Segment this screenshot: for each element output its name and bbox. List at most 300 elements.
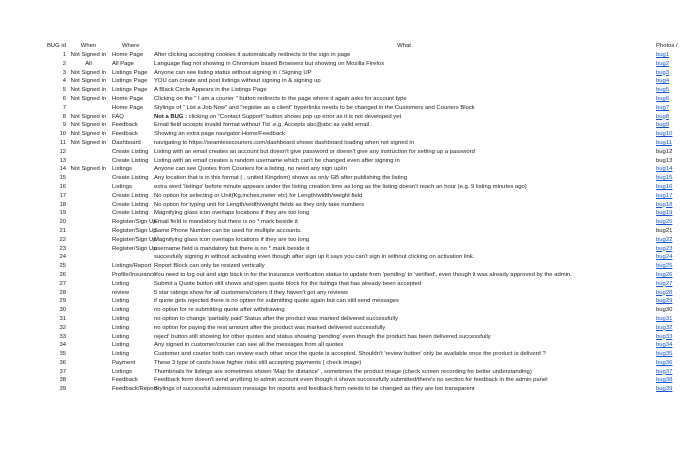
where-cell[interactable]: Listing [112,333,130,340]
where-cell[interactable]: Feedback/Report [112,386,158,393]
photo-link-cell[interactable] [656,253,680,262]
when-cell[interactable] [66,157,111,166]
table-row [0,368,680,377]
what-text: Report Block can only be resized vertically [154,263,265,270]
where-cell[interactable]: Create Listing [112,210,149,217]
bug-id-cell[interactable]: 7 [62,104,66,111]
photo-link[interactable]: bug2 [656,60,670,67]
where-cell[interactable]: Register/Sign Up [112,236,157,243]
when-cell[interactable] [66,306,111,315]
bug-id-cell[interactable]: 28 [59,289,66,296]
what-text: Listing with an email creates an account but doesn't give password or doesn't give any instruction for setting up a password [154,148,475,155]
bug-id-cell[interactable]: 15 [59,175,66,182]
bug-id-cell[interactable]: 20 [59,219,66,226]
bug-id-cell[interactable]: 30 [59,307,66,314]
when-cell[interactable] [66,368,111,377]
bug-id-cell[interactable]: 19 [59,210,66,217]
when-cell[interactable]: Not Signed In [70,95,107,102]
where-cell[interactable]: Listings Page [112,78,148,85]
what-cell[interactable] [154,262,654,271]
header-where[interactable]: Where [122,43,140,49]
when-cell[interactable] [66,341,111,350]
what-cell[interactable] [154,359,654,368]
what-text: no option to change 'partially paid' Status after the product was marked delivered successfully [154,315,398,322]
photo-link-cell[interactable] [656,157,680,166]
what-text: no option for re submitting quote after withdrawing [154,307,285,314]
table-row [0,218,680,227]
bug-id-cell[interactable]: 5 [62,87,66,94]
what-cell[interactable] [154,113,654,122]
bug-id-cell[interactable]: 14 [59,166,66,173]
photo-link-cell[interactable] [656,183,680,192]
bug-id-cell[interactable]: 25 [59,263,66,270]
when-cell[interactable] [66,183,111,192]
bug-id-cell[interactable]: 12 [59,148,66,155]
what-cell[interactable] [154,333,654,342]
photo-link[interactable]: bug37 [656,368,673,375]
where-cell[interactable]: Home Page [112,95,144,102]
where-cell[interactable]: Profile/Insurance [112,271,157,278]
what-cell[interactable] [154,157,654,166]
table-row [0,192,680,201]
photo-link-cell[interactable] [656,341,680,350]
when-cell[interactable] [66,104,111,113]
photo-link[interactable]: bug18 [656,201,673,208]
bug-id-cell[interactable]: 6 [62,95,66,102]
when-cell[interactable] [66,376,111,385]
bug-id-cell[interactable]: 8 [62,113,66,120]
photo-link-cell[interactable] [656,315,680,324]
bug-id-cell[interactable]: 11 [59,139,66,146]
bug-report-sheet [0,42,680,394]
bug-id-cell[interactable]: 22 [59,236,66,243]
photo-link-cell[interactable] [656,130,680,139]
bug-id-cell[interactable]: 37 [59,368,66,375]
header-what[interactable]: What [397,43,411,49]
where-cell[interactable]: FAQ [112,113,124,120]
when-cell[interactable] [66,315,111,324]
photo-link[interactable]: bug15 [656,175,673,182]
where-cell[interactable]: Register/Sign Up [112,219,157,226]
when-cell[interactable] [66,297,111,306]
table-row [0,174,680,183]
bug-id-cell[interactable]: 13 [59,157,66,164]
what-cell[interactable] [154,209,654,218]
when-cell[interactable]: Not Signed In [70,87,107,94]
what-text: No option for selecting or Unit(Kg,inches,meter etc) for Length/width/weight field [154,192,363,199]
what-cell[interactable] [154,139,654,148]
photo-link[interactable]: bug34 [656,342,673,349]
table-row [0,201,680,210]
photo-link-cell[interactable] [656,376,680,385]
photo-link-cell[interactable] [656,86,680,95]
photo-link-cell[interactable] [656,359,680,368]
photo-link: bug13 [656,157,673,164]
when-cell[interactable] [66,148,111,157]
where-cell[interactable]: review [112,289,130,296]
what-cell[interactable] [154,69,654,78]
what-text: Email field is mandatory but there is no * mark beside it [154,219,298,226]
where-cell[interactable]: Listing [112,280,130,287]
bug-id-cell[interactable]: 21 [59,227,66,234]
what-cell[interactable] [154,350,654,359]
photo-link[interactable]: bug20 [656,219,673,226]
table-row [0,271,680,280]
when-cell[interactable] [66,245,111,254]
photo-link-cell[interactable] [656,385,680,394]
bug-id-cell[interactable]: 2 [62,60,66,67]
what-text: Any location that is in this format ( , united Kingdom) shows as only GB after publishing the listing [154,175,408,182]
bug-id-cell[interactable]: 18 [59,201,66,208]
photo-link[interactable]: bug33 [656,333,673,340]
bug-id-cell[interactable]: 31 [59,315,66,322]
what-cell[interactable] [154,51,654,60]
header-photos[interactable]: Photos / [656,43,678,49]
where-cell[interactable]: Payment [112,359,136,366]
where-cell[interactable] [112,253,152,262]
what-cell[interactable] [154,148,654,157]
table-row [0,350,680,359]
bug-id-cell[interactable]: 33 [59,333,66,340]
when-cell[interactable] [66,253,111,262]
photo-link[interactable]: bug19 [656,210,673,217]
photo-link-cell[interactable] [656,192,680,201]
bug-id-cell[interactable]: 9 [62,122,66,129]
bug-id-cell[interactable]: 29 [59,298,66,305]
where-cell[interactable]: All Page [112,60,134,67]
photo-link-cell[interactable] [656,60,680,69]
where-cell[interactable]: Feedback [112,131,138,138]
photo-link[interactable]: bug6 [656,95,670,102]
photo-link-cell[interactable] [656,333,680,342]
where-cell[interactable]: Feedback [112,122,138,129]
what-cell[interactable] [154,192,654,201]
what-cell[interactable] [154,385,654,394]
bug-id-cell[interactable]: 36 [59,359,66,366]
what-cell[interactable] [154,60,654,69]
photo-link-cell[interactable] [656,236,680,245]
where-cell[interactable]: Listings [112,166,132,173]
when-cell[interactable] [66,359,111,368]
when-cell[interactable]: Not Signed In [70,131,107,138]
what-cell[interactable] [154,253,654,262]
when-cell[interactable]: Not Signed In [70,139,107,146]
photo-link[interactable]: bug38 [656,377,673,384]
photo-link-cell[interactable] [656,148,680,157]
where-cell[interactable]: Home Page [112,52,144,58]
bug-rows [0,51,680,394]
what-cell[interactable] [154,376,654,385]
what-cell[interactable] [154,86,654,95]
bug-id-cell[interactable]: 35 [59,351,66,358]
where-cell[interactable]: Listing [112,351,130,358]
what-cell[interactable] [154,183,654,192]
photo-link[interactable]: bug24 [656,254,673,261]
what-text: Anyone can see listing status without signing in / Signing UP [154,69,312,76]
where-cell[interactable]: Home Page [112,104,144,111]
table-row [0,148,680,157]
when-cell[interactable]: Not Signed In [70,166,107,173]
bug-id-cell[interactable]: 17 [59,192,66,199]
what-cell[interactable] [154,227,654,236]
table-row [0,69,680,78]
what-cell[interactable] [154,104,654,113]
bug-id-cell[interactable]: 27 [59,280,66,287]
photo-link-cell[interactable] [656,113,680,122]
bug-id-cell[interactable]: 34 [59,342,66,349]
where-cell[interactable]: Listing [112,315,130,322]
when-cell[interactable] [66,385,111,394]
bug-id-cell[interactable]: 24 [59,254,66,261]
photo-link[interactable]: bug25 [656,263,673,270]
what-cell[interactable] [154,201,654,210]
when-cell[interactable]: Not Signed In [70,113,107,120]
table-row [0,60,680,69]
what-text: Magnifying glass icon overlaps locations if they are too long [154,210,310,217]
where-cell[interactable]: Create Listing [112,148,149,155]
where-cell[interactable]: Listings [112,183,132,190]
photo-link[interactable]: bug11 [656,139,672,146]
what-text: Feedback form doesn't send anything to admin account even though it shows successfully submitted/there's no section for feedback in the admin panel [154,377,548,384]
what-text: You need to log out and sign back in for the insurance verification status to update from 'pending' to 'verified', even though it was already approved by the admin. [154,271,572,278]
photo-link-cell[interactable] [656,69,680,78]
table-row [0,385,680,394]
photo-link[interactable]: bug36 [656,359,673,366]
where-cell[interactable]: Listing [112,307,130,314]
where-cell[interactable]: Listings/Report [112,263,152,270]
where-cell[interactable]: Create Listing [112,192,149,199]
photo-link-cell[interactable] [656,368,680,377]
what-cell[interactable] [154,280,654,289]
photo-link[interactable]: bug23 [656,245,673,252]
what-cell[interactable] [154,174,654,183]
photo-link-cell[interactable] [656,95,680,104]
photo-link[interactable]: bug17 [656,192,673,199]
table-row [0,315,680,324]
what-cell[interactable] [154,368,654,377]
when-cell[interactable] [66,324,111,333]
photo-link[interactable]: bug28 [656,289,673,296]
table-row [0,77,680,86]
what-cell[interactable] [154,297,654,306]
photo-link[interactable]: bug8 [656,113,670,120]
where-cell[interactable]: Listing [112,324,130,331]
what-cell[interactable] [154,245,654,254]
photo-link-cell[interactable] [656,280,680,289]
bug-id-cell[interactable]: 32 [59,324,66,331]
when-cell[interactable] [66,333,111,342]
what-text: After clicking accepting cookies it automatically redirects to the sign in page [154,52,351,58]
when-cell[interactable] [66,218,111,227]
bug-id-cell[interactable]: 16 [59,183,66,190]
when-cell[interactable]: Not Signed In [70,69,107,76]
where-cell[interactable]: Dashboard [112,139,141,146]
what-text: Anyone can see Quotes from Couriers for a listing, no need any sign up/in [154,166,347,173]
where-cell[interactable]: Listing [112,342,130,349]
what-text: Same Phone Number can be used for multiple accounts. [154,227,302,234]
when-cell[interactable] [66,271,111,280]
where-cell[interactable]: Listing [112,298,130,305]
what-text: extra word 'listings' before minute appears under the listing creation time as long as the listing doesn't reach an hour (e.g. 9 listing minutes ago) [154,183,527,190]
when-cell[interactable] [66,201,111,210]
table-row [0,289,680,298]
photo-link[interactable]: bug26 [656,271,673,278]
photo-link-cell[interactable] [656,77,680,86]
table-row [0,297,680,306]
when-cell[interactable]: Not Signed In [70,122,107,129]
photo-link[interactable]: bug31 [656,315,673,322]
what-text: username field is mandatory but there is no * mark beside it [154,245,310,252]
bug-id-cell[interactable]: 10 [59,131,66,138]
when-cell[interactable] [66,262,111,271]
what-cell[interactable] [154,315,654,324]
table-row [0,262,680,271]
bug-id-cell[interactable]: 38 [59,377,66,384]
where-cell[interactable]: Register/Sign Up [112,245,157,252]
photo-link-cell[interactable] [656,227,680,236]
when-cell[interactable] [66,192,111,201]
what-text: A Black Circle Appears in the Listings Page [154,87,267,94]
what-cell[interactable] [154,236,654,245]
what-text: if quote gets rejected there is no option for submitting quote again but can still send messages [154,298,399,305]
where-cell[interactable]: Listings [112,368,132,375]
table-row [0,341,680,350]
bug-id-cell[interactable]: 23 [59,245,66,252]
photo-link-cell[interactable] [656,350,680,359]
table-row [0,121,680,130]
when-cell[interactable] [66,236,111,245]
when-cell[interactable]: All [85,60,92,67]
table-row [0,306,680,315]
table-row [0,113,680,122]
table-row [0,86,680,95]
photo-link-cell[interactable] [656,218,680,227]
table-row [0,280,680,289]
photo-link-cell[interactable] [656,324,680,333]
what-text: No option for typing unit for Length/width/weight fields as they only take numbers [154,201,365,208]
what-text: Customer and courier both can review each other once the quote is accepted. Shouldn't 'review button' only be available once the product is deliverd ? [154,351,546,358]
photo-link[interactable]: bug35 [656,351,673,358]
what-cell[interactable] [154,121,654,130]
photo-link-cell[interactable] [656,121,680,130]
what-cell[interactable] [154,130,654,139]
what-text: Submit a Quote button still shows and open quote block for the listings that has already been accepted [154,280,422,287]
photo-link-cell[interactable] [656,297,680,306]
where-cell[interactable]: Register/Sign Up [112,227,157,234]
photo-link-cell[interactable] [656,139,680,148]
photo-link[interactable]: bug1 [656,52,670,58]
when-cell[interactable] [66,209,111,218]
photo-link-cell[interactable] [656,209,680,218]
photo-link[interactable]: bug27 [656,280,673,287]
header-when[interactable]: When [80,43,97,49]
bug-id-cell[interactable]: 1 [62,52,66,58]
photo-link[interactable]: bug4 [656,78,670,85]
what-cell[interactable] [154,218,654,227]
photo-link-cell[interactable] [656,51,680,60]
what-cell[interactable] [154,341,654,350]
table-row [0,359,680,368]
photo-link-cell[interactable] [656,271,680,280]
photo-link-cell[interactable] [656,165,680,174]
bug-id-cell[interactable]: 3 [62,69,66,76]
what-cell[interactable] [154,306,654,315]
what-text: Magnifying glass icon overlaps locations if they are too long [154,236,310,243]
bug-id-cell[interactable]: 26 [59,271,66,278]
table-row [0,236,680,245]
where-cell[interactable]: Feedback [112,377,138,384]
photo-link[interactable]: bug32 [656,324,673,331]
photo-link-cell[interactable] [656,262,680,271]
what-cell[interactable] [154,95,654,104]
bug-id-cell[interactable]: 39 [59,386,66,393]
what-text: Stylings of successful submission message for reports and feedback form needs to be changed as they are too transparent [154,386,475,393]
when-cell[interactable]: Not Signed In [70,52,107,58]
what-cell[interactable] [154,77,654,86]
photo-link-cell[interactable] [656,306,680,315]
photo-link[interactable]: bug29 [656,298,673,305]
photo-link[interactable]: bug39 [656,386,673,393]
photo-link[interactable]: bug5 [656,87,670,94]
where-cell[interactable]: Listings Page [112,87,148,94]
when-cell[interactable] [66,227,111,236]
what-cell[interactable] [154,324,654,333]
table-row [0,104,680,113]
header-row [0,42,680,51]
photo-link-cell[interactable] [656,174,680,183]
photo-link[interactable]: bug16 [656,183,673,190]
what-text: Listing with an email creates a random username which can't be changed even after signing in [154,157,400,164]
photo-link-cell[interactable] [656,289,680,298]
what-bold-prefix: Not a BUG : [154,113,188,120]
what-text: These 3 type of cards have higher risks still accepting payments ( check image) [154,359,362,366]
photo-link[interactable]: bug22 [656,236,673,243]
photo-link[interactable]: bug10 [656,131,673,138]
where-cell[interactable]: Create Listing [112,175,149,182]
photo-link[interactable]: bug9 [656,122,670,129]
photo-link[interactable]: bug14 [656,166,673,173]
where-cell[interactable]: Create Listing [112,201,149,208]
when-cell[interactable] [66,280,111,289]
when-cell[interactable] [66,350,111,359]
what-cell[interactable] [154,271,654,280]
what-text: Language flag not showing in Chromium based Browsers but showing on Mozilla Firefox [154,60,385,67]
photo-link-cell[interactable] [656,104,680,113]
table-row [0,51,680,60]
what-cell[interactable] [154,289,654,298]
what-text: Any signed in customer/courier can see all the messages from all quotes [154,342,344,349]
photo-link-cell[interactable] [656,245,680,254]
what-text: reject' button still showing for other quotes and status showing 'pending' even though the product has been delivered successfully [154,333,491,340]
what-cell[interactable] [154,165,654,174]
what-text: 5 star ratings show for all customers/coriers if they haven't got any reviews [154,289,348,296]
table-row [0,253,680,262]
photo-link: bug21 [656,227,673,234]
photo-link[interactable]: bug3 [656,69,670,76]
where-cell[interactable]: Create Listing [112,157,149,164]
when-cell[interactable] [66,289,111,298]
when-cell[interactable]: Not Signed In [70,78,107,85]
when-cell[interactable] [66,174,111,183]
header-bug-id[interactable]: BUG id [47,43,66,49]
photo-link-cell[interactable] [656,201,680,210]
table-row [0,245,680,254]
bug-id-cell[interactable]: 4 [62,78,66,85]
photo-link[interactable]: bug7 [656,104,670,111]
table-row [0,139,680,148]
what-text: succesfully signing in without activating even though after sign up it says you can't sign in without clicking on activation link. [154,254,475,261]
where-cell[interactable]: Listings Page [112,69,148,76]
